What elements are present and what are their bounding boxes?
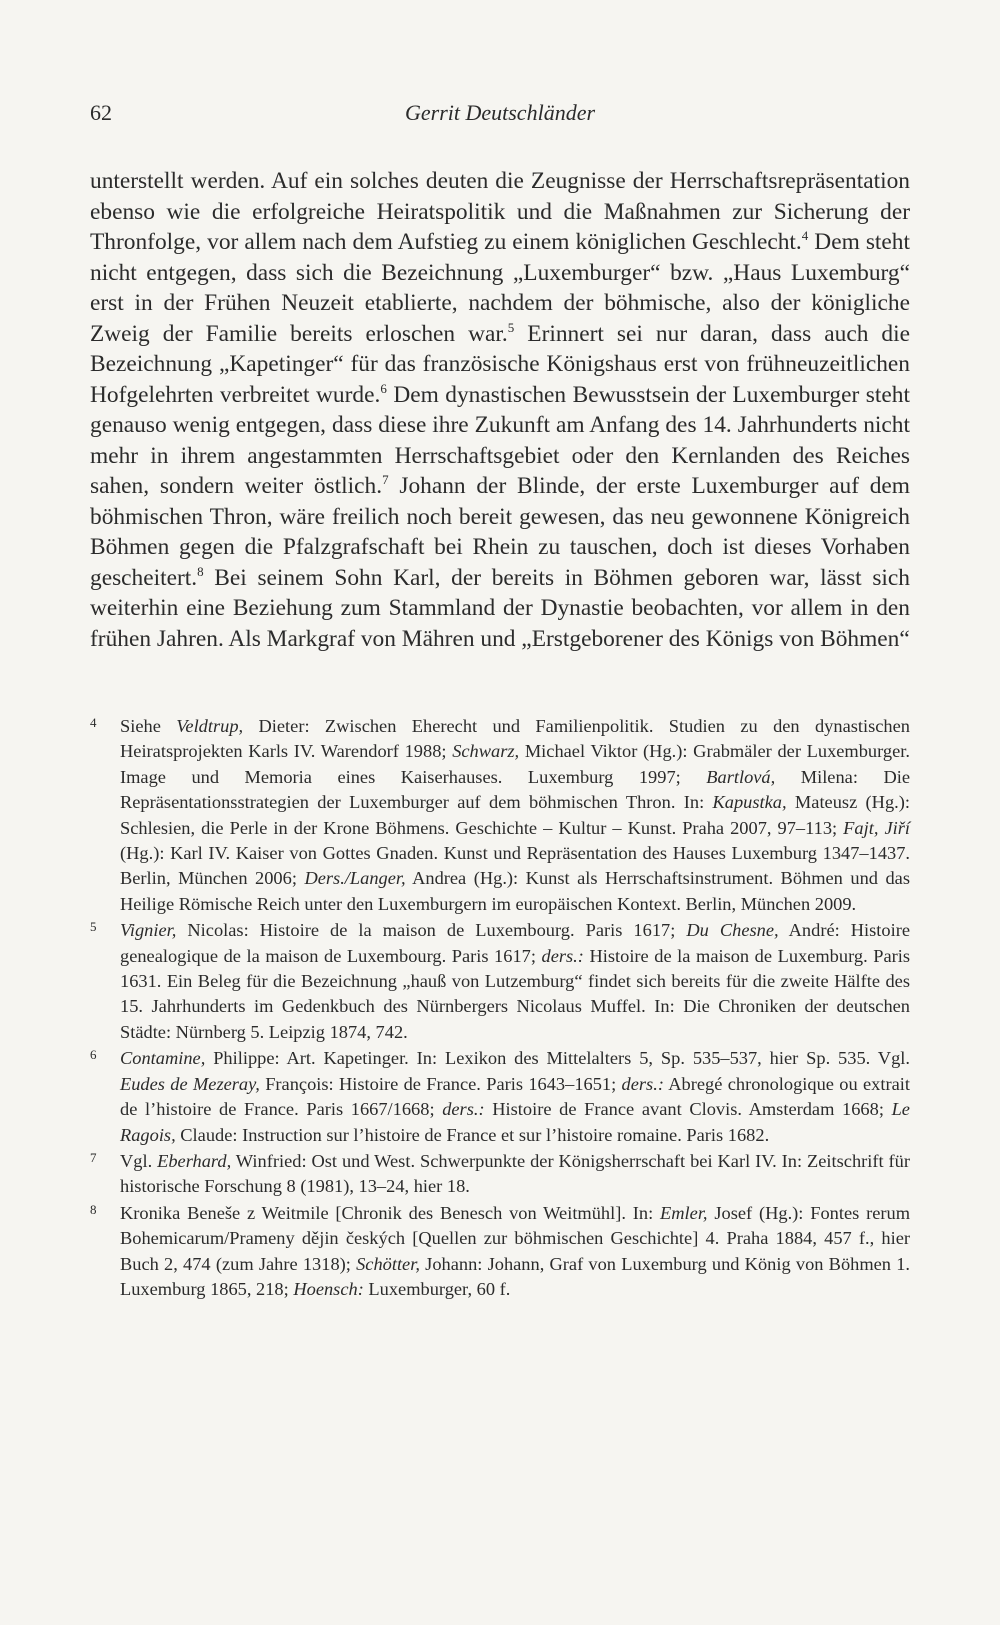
footnote-text: Contamine, Philippe: Art. Kapetinger. In: Lexikon des Mittelalters 5, Sp. 535–537, hier Sp. 535. Vgl. Eudes de Mezeray, François: Histoire de France. Paris 1643–1651; ders.: Abregé chronologique ou extrait de l’histoire de France. Paris 1667/1668; ders.: Histoire de France avant Clovis. Amsterdam 1668; Le Ragois, Claude: Instruction sur l’histoire de France et sur l’histoire romaine. Paris 1682. [120,1048,910,1145]
page-number: 62 [90,100,112,125]
book-page [90,100,910,1303]
running-title: Gerrit Deutschländer [404,100,596,125]
footnote-number: 6 [90,1047,97,1063]
footnote-6 [90,1046,910,1148]
footnote-ref-6[interactable]: 6 [380,380,387,396]
footnote-8 [90,1201,910,1303]
footnote-number: 8 [90,1201,97,1217]
footnote-text: Vgl. Eberhard, Winfried: Ost und West. Schwerpunkte der Königsherrschaft bei Karl IV. In: Zeitschrift für historische Forschung 8 (1981), 13–24, hier 18. [120,1150,910,1197]
running-head [90,100,910,134]
main-text [90,166,910,654]
footnote-text: Kronika Beneše z Weitmile [Chronik des Benesch von Weitmühl]. In: Emler, Josef (Hg.): Fontes rerum Bohemicarum/Prameny dějin českých [Quellen zur böhmischen Geschichte] 4. Praha 1884, 457 f., hier Buch 2, 474 (zum Jahre 1318); Schötter, Johann: Johann, Graf von Luxemburg und König von Böhmen 1. Luxemburg 1865, 218; Hoensch: Luxemburger, 60 f. [120,1202,911,1299]
footnotes [90,714,910,1302]
footnote-text: Siehe Veldtrup, Dieter: Zwischen Eherecht und Familienpolitik. Studien zu den dynastischen Heiratsprojekten Karls IV. Warendorf 1988; Schwarz, Michael Viktor (Hg.): Grabmäler der Luxemburger. Image und Memoria eines Kaiserhauses. Luxemburg 1997; Bartlová, Milena: Die Repräsentationsstrategien der Luxemburger auf dem böhmischen Thron. In: Kapustka, Mateusz (Hg.): Schlesien, die Perle in der Krone Böhmens. Geschichte – Kultur – Kunst. Praha 2007, 97–113; Fajt, Jiří (Hg.): Karl IV. Kaiser von Gottes Gnaden. Kunst und Repräsentation des Hauses Luxemburg 1347–1437. Berlin, München 2006; Ders./Langer, Andrea (Hg.): Kunst als Herrschaftsinstrument. Böhmen und das Heilige Römische Reich unter den Luxemburgern im europäischen Kontext. Berlin, München 2009. [120,716,911,914]
footnote-5 [90,918,910,1045]
footnote-number: 7 [90,1149,97,1165]
footnote-number: 5 [90,919,97,935]
body-paragraph: unterstellt werden. Auf ein solches deuten die Zeugnisse der Herrschaftsrepräsentation ebenso wie die erfolgreiche Heiratspolitik und die Maßnahmen zur Sicherung der Thronfolge, vor allem nach dem Aufstieg zu einem königlichen Geschlecht.$^4$ Dem steht nicht entgegen, dass sich die Bezeichnung „Luxemburger“ bzw. „Haus Luxemburg“ erst in der Frühen Neuzeit etablierte, nachdem der böhmische, also der königliche Zweig der Familie bereits erloschen war.$^5$ Erinnert sei nur daran, dass auch die Bezeichnung „Kapetinger“ für das französische Königshaus erst von frühneuzeitlichen Hofgelehrten verbreitet wurde.$^6$ Dem dynastischen Bewusstsein der Luxemburger steht genauso wenig entgegen, dass diese ihre Zukunft am Anfang des 14. Jahrhunderts nicht mehr in ihrem angestammten Herrschaftsgebiet oder den Kernlanden des Reiches sahen, sondern weiter östlich.$^7$ Johann der Blinde, der erste Luxemburger auf dem böhmischen Thron, wäre freilich noch bereit gewesen, das neu gewonnene Königreich Böhmen gegen die Pfalzgrafschaft bei Rhein zu tauschen, doch ist dieses Vorhaben gescheitert.$^8$ Bei seinem Sohn Karl, der bereits in Böhmen geboren war, lässt sich weiterhin eine Beziehung zum Stammland der Dynastie beobachten, vor allem in den frühen Jahren. Als Markgraf von Mähren und „Erstgeborener des Königs von Böhmen“ [90,168,911,652]
footnote-text: Vignier, Nicolas: Histoire de la maison de Luxembourg. Paris 1617; Du Chesne, André: Histoire genealogique de la maison de Luxembourg. Paris 1617; ders.: Histoire de la maison de Luxemburg. Paris 1631. Ein Beleg für die Bezeichnung „hauß von Lutzemburg“ findet sich bereits für die zweite Hälfte des 15. Jahrhunderts im Gedenkbuch des Nürnbergers Nicolaus Muffel. In: Die Chroniken der deutschen Städte: Nürnberg 5. Leipzig 1874, 742. [120,920,911,1042]
footnote-4 [90,714,910,917]
footnote-ref-4[interactable]: 4 [801,228,809,244]
footnote-ref-8[interactable]: 8 [197,563,204,579]
footnote-number: 4 [90,715,97,730]
footnote-7 [90,1149,910,1200]
footnote-ref-7[interactable]: 7 [382,472,389,488]
footnote-ref-5[interactable]: 5 [507,319,515,335]
